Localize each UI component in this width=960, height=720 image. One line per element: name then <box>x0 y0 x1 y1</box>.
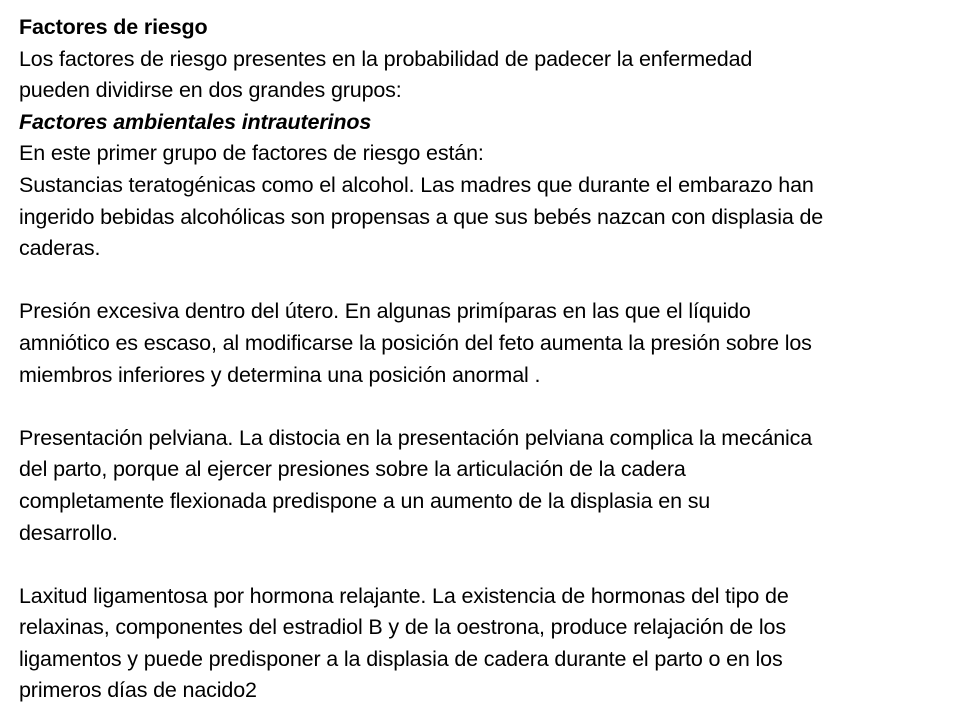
paragraph-line: del parto, porque al ejercer presiones sobre la articulación de la cadera <box>19 457 686 482</box>
paragraph-line: caderas. <box>19 236 101 261</box>
paragraph-line: relaxinas, componentes del estradiol B y de la oestrona, produce relajación de los <box>19 615 786 640</box>
paragraph-line: Sustancias teratogénicas como el alcohol. Las madres que durante el embarazo han <box>19 172 814 197</box>
paragraph-line: Presentación pelviana. La distocia en la presentación pelviana complica la mecánica <box>19 425 813 450</box>
lead-line: En este primer grupo de factores de riesgo están: <box>19 141 484 166</box>
paragraph-line: desarrollo. <box>19 520 118 545</box>
paragraph-laxity <box>19 581 949 707</box>
paragraph-breech <box>19 423 949 549</box>
paragraph-line: miembros inferiores y determina una posición anormal . <box>19 362 541 387</box>
paragraph-line: ingerido bebidas alcohólicas son propensas a que sus bebés nazcan con displasia de <box>19 204 824 229</box>
subheading: Factores ambientales intrauterinos <box>19 109 372 134</box>
paragraph-line: ligamentos y puede predisponer a la displasia de cadera durante el parto o en los <box>19 646 783 671</box>
section-heading: Factores de riesgo <box>19 15 208 39</box>
paragraph-alcohol <box>19 170 949 265</box>
slide-text-body <box>19 12 949 707</box>
paragraph-spacer <box>19 549 949 581</box>
intro-line: pueden dividirse en dos grandes grupos: <box>19 78 402 103</box>
paragraph-line: primeros días de nacido2 <box>19 678 257 703</box>
paragraph-line: completamente flexionada predispone a un aumento de la displasia en su <box>19 488 711 513</box>
paragraph-pressure <box>19 296 949 391</box>
paragraph-spacer <box>19 391 949 423</box>
paragraph-line: Presión excesiva dentro del útero. En algunas primíparas en las que el líquido <box>19 299 751 324</box>
intro-line: Los factores de riesgo presentes en la probabilidad de padecer la enfermedad <box>19 46 753 71</box>
paragraph-line: Laxitud ligamentosa por hormona relajante. La existencia de hormonas del tipo de <box>19 583 789 608</box>
paragraph-spacer <box>19 265 949 297</box>
paragraph-line: amniótico es escaso, al modificarse la posición del feto aumenta la presión sobre los <box>19 330 812 355</box>
